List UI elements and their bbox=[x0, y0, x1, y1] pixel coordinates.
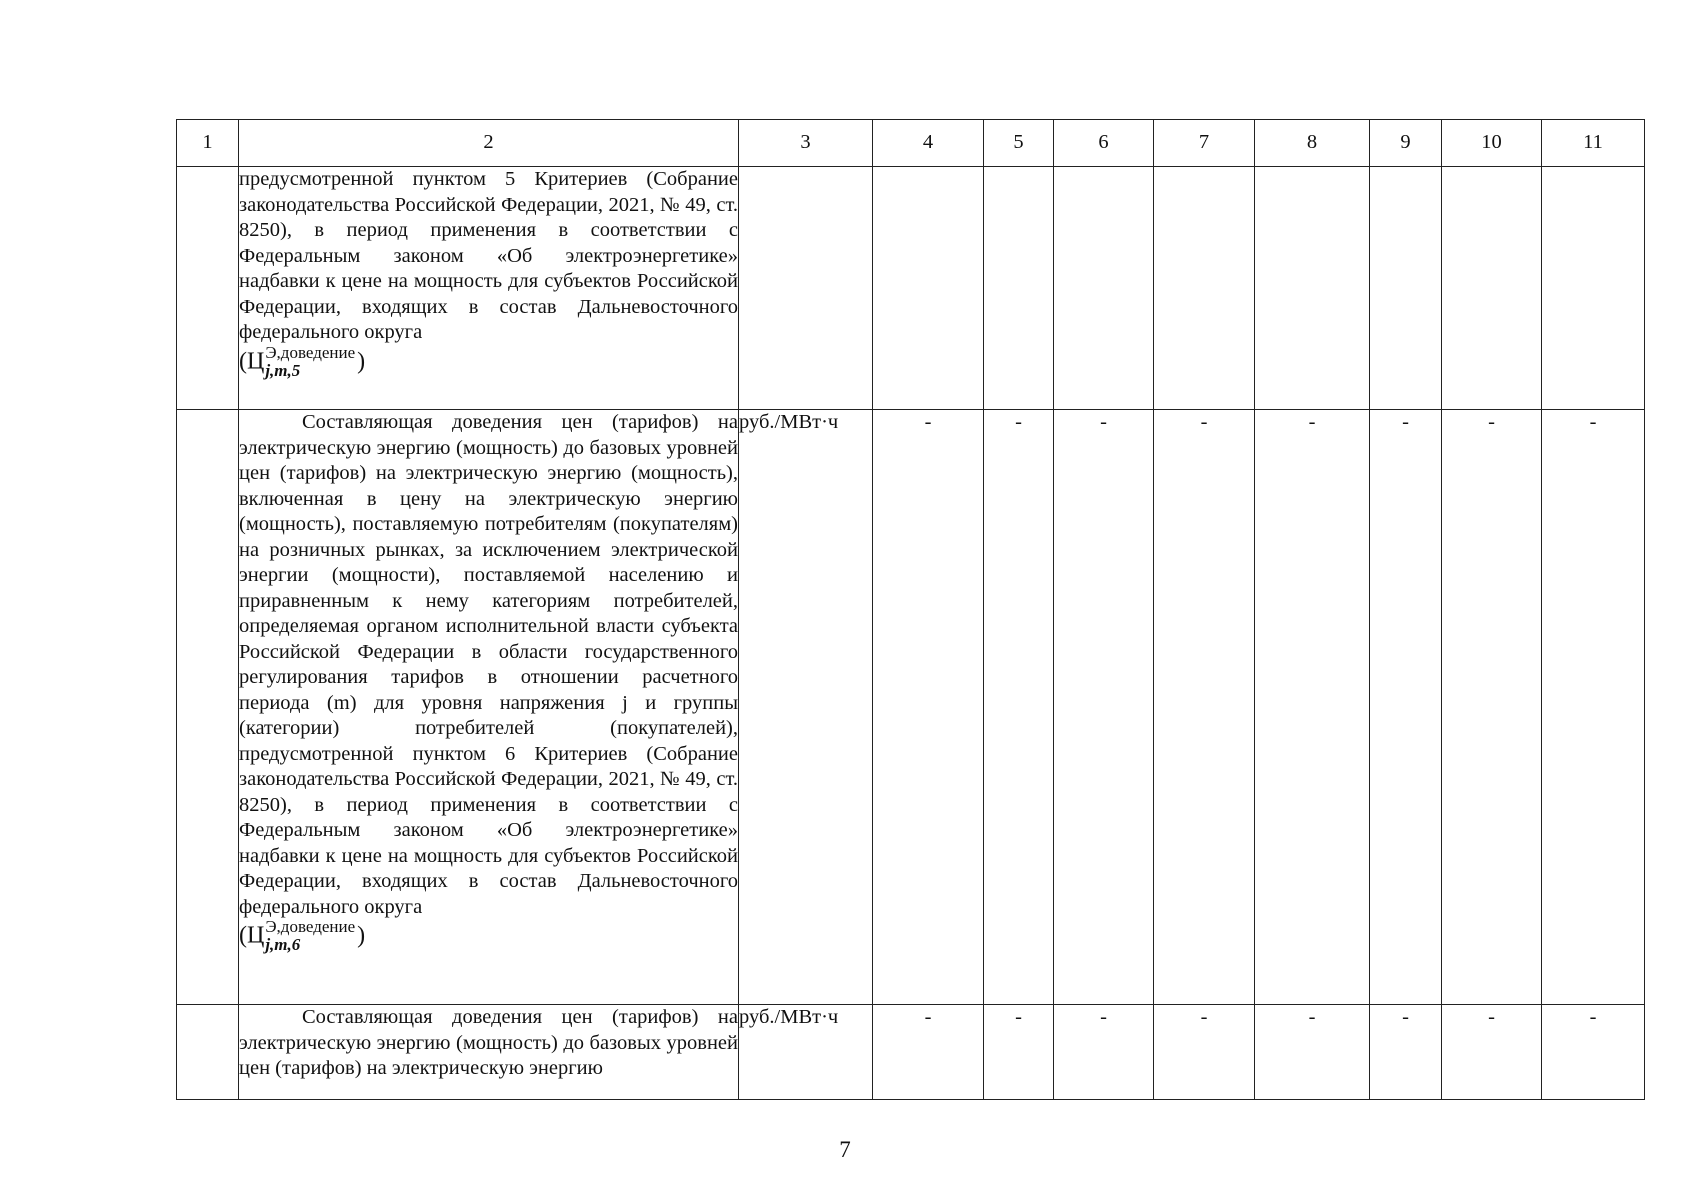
value-cell: - bbox=[873, 410, 984, 1005]
column-number: 10 bbox=[1442, 120, 1542, 167]
value-cell bbox=[1255, 167, 1370, 410]
description-cell bbox=[239, 410, 739, 1005]
value-cell bbox=[1154, 167, 1255, 410]
value-cell bbox=[1370, 167, 1442, 410]
formula bbox=[239, 917, 366, 956]
value-cell: - bbox=[1054, 410, 1154, 1005]
unit-cell: руб./МВт·ч bbox=[739, 1005, 873, 1100]
value-cell: - bbox=[1154, 1005, 1255, 1100]
formula-close: ) bbox=[357, 922, 366, 949]
value-cell bbox=[984, 167, 1054, 410]
value-cell: - bbox=[1054, 1005, 1154, 1100]
row-number-cell bbox=[177, 410, 239, 1005]
value-cell: - bbox=[1442, 410, 1542, 1005]
description-text: Составляющая доведения цен (тарифов) на электрическую энергию (мощность) до базовых уровней цен (тарифов) на электрическую энергию bbox=[239, 1006, 738, 1079]
table-row bbox=[177, 410, 1645, 1005]
description-cell bbox=[239, 1005, 739, 1100]
column-number: 3 bbox=[739, 120, 873, 167]
formula-symbol: (Ц bbox=[239, 348, 265, 375]
unit-cell: руб./МВт·ч bbox=[739, 410, 873, 1005]
column-number: 8 bbox=[1255, 120, 1370, 167]
column-number-row bbox=[177, 120, 1645, 167]
formula-subscript: j,m,6 bbox=[265, 935, 301, 954]
column-number: 2 bbox=[239, 120, 739, 167]
value-cell: - bbox=[1255, 410, 1370, 1005]
description-cell bbox=[239, 167, 739, 410]
row-number-cell bbox=[177, 1005, 239, 1100]
column-number: 11 bbox=[1542, 120, 1645, 167]
description-text: предусмотренной пунктом 5 Критериев (Собрание законодательства Российской Федерации, 2021, № 49, ст. 8250), в период применения в соответствии с Федеральным законом «Об электроэнергетике» надбавки к цене на мощность для субъектов Российской Федерации, входящих в состав Дальневосточного федерального округа bbox=[239, 168, 738, 343]
column-number: 6 bbox=[1054, 120, 1154, 167]
formula-superscript: Э,доведение bbox=[265, 917, 356, 936]
value-cell: - bbox=[1255, 1005, 1370, 1100]
column-number: 1 bbox=[177, 120, 239, 167]
value-cell: - bbox=[1370, 1005, 1442, 1100]
formula-close: ) bbox=[357, 348, 366, 375]
table-row bbox=[177, 167, 1645, 410]
value-cell: - bbox=[984, 1005, 1054, 1100]
tariff-table bbox=[176, 119, 1645, 1100]
column-number: 9 bbox=[1370, 120, 1442, 167]
value-cell: - bbox=[873, 1005, 984, 1100]
formula-symbol: (Ц bbox=[239, 922, 265, 949]
table-row bbox=[177, 1005, 1645, 1100]
value-cell bbox=[1442, 167, 1542, 410]
value-cell: - bbox=[1370, 410, 1442, 1005]
formula-superscript: Э,доведение bbox=[265, 342, 356, 362]
value-cell: - bbox=[1154, 410, 1255, 1005]
value-cell bbox=[873, 167, 984, 410]
value-cell bbox=[1054, 167, 1154, 410]
row-number-cell bbox=[177, 167, 239, 410]
formula bbox=[239, 342, 366, 382]
description-text: Составляющая доведения цен (тарифов) на электрическую энергию (мощность) до базовых уровней цен (тарифов) на электрическую энергию (мощность), включенная в цену на электрическую энергию (мощность), поставляемую потребителям (покупателям) на розничных рынках, за исключением электрической энергии (мощности), поставляемой населению и приравненным к нему категориям потребителей, определяемая органом исполнительной власти субъекта Российской Федерации в области государственного регулирования тарифов в отношении расчетного периода (m) для уровня напряжения j и группы (категории) потребителей (покупателей), предусмотренной пунктом 6 Критериев (Собрание законодательства Российской Федерации, 2021, № 49, ст. 8250), в период применения в соответствии с Федеральным законом «Об электроэнергетике» надбавки к цене на мощность для субъектов Российской Федерации, входящих в состав Дальневосточного федерального округа bbox=[239, 411, 738, 918]
unit-cell bbox=[739, 167, 873, 410]
column-number: 4 bbox=[873, 120, 984, 167]
page-number: 7 bbox=[839, 1137, 851, 1162]
column-number: 7 bbox=[1154, 120, 1255, 167]
value-cell: - bbox=[1542, 1005, 1645, 1100]
value-cell bbox=[1542, 167, 1645, 410]
column-number: 5 bbox=[984, 120, 1054, 167]
formula-subscript: j,m,5 bbox=[265, 360, 301, 380]
value-cell: - bbox=[1542, 410, 1645, 1005]
value-cell: - bbox=[1442, 1005, 1542, 1100]
value-cell: - bbox=[984, 410, 1054, 1005]
